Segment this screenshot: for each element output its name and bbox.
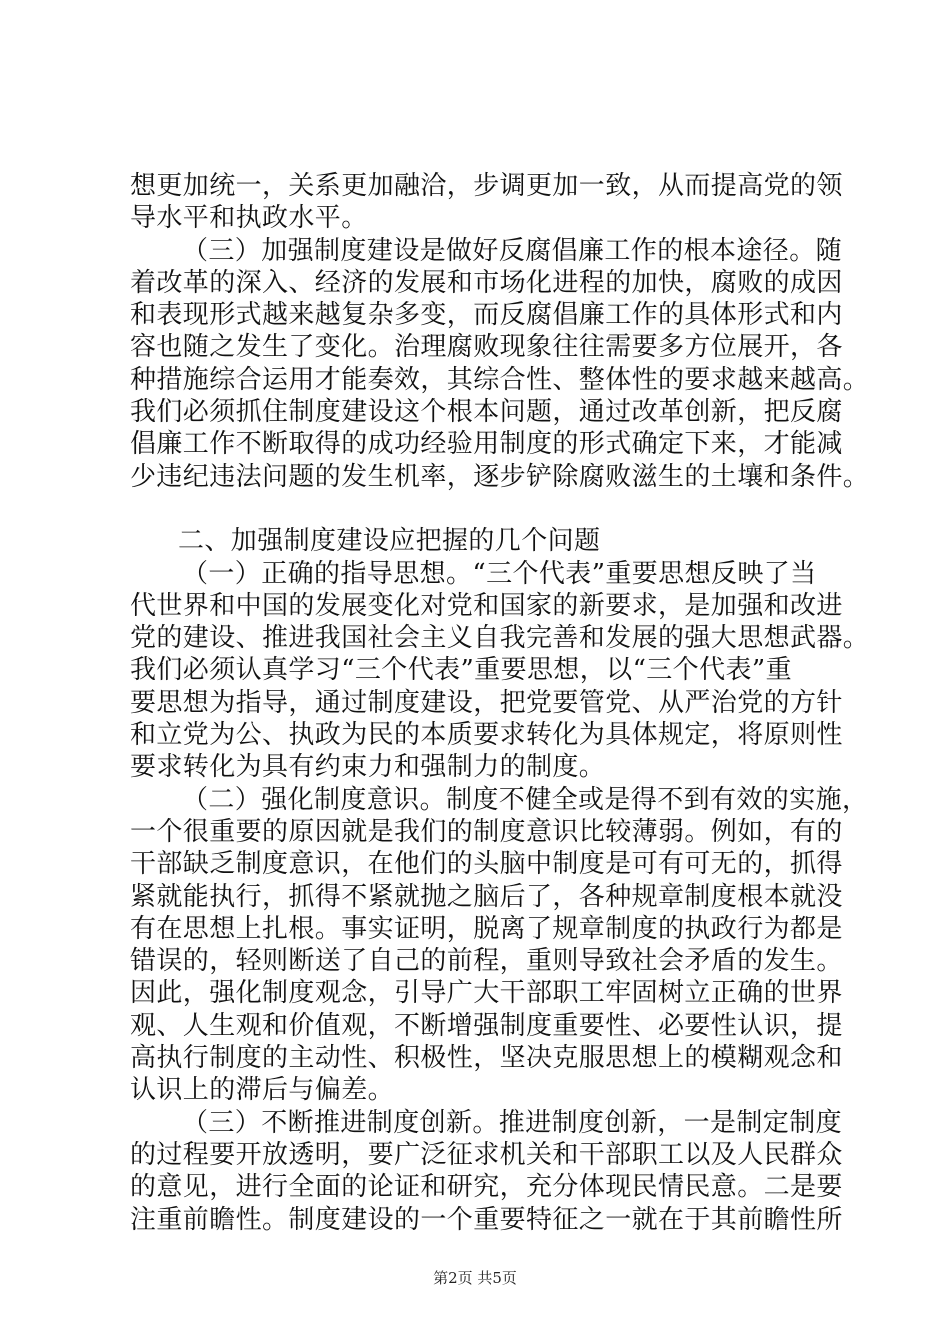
page-footer: 第2页 共5页 xyxy=(433,1269,517,1287)
text-line: 着改革的深入、经济的发展和市场化进程的加快，腐败的成因 xyxy=(130,267,843,298)
text-line: 有在思想上扎根。事实证明，脱离了规章制度的执政行为都是 xyxy=(130,913,843,944)
text-line: 和立党为公、执政为民的本质要求转化为具体规定，将原则性 xyxy=(130,720,843,751)
text-line: 高执行制度的主动性、积极性，坚决克服思想上的模糊观念和 xyxy=(130,1043,843,1074)
text-line: 和表现形式越来越复杂多变，而反腐倡廉工作的具体形式和内 xyxy=(130,300,843,331)
text-line: 容也随之发生了变化。治理腐败现象往往需要多方位展开，各 xyxy=(130,332,843,363)
text-line: 干部缺乏制度意识，在他们的头脑中制度是可有可无的，抓得 xyxy=(130,849,843,880)
text-line: 的意见，进行全面的论证和研究，充分体现民情民意。二是要 xyxy=(130,1172,843,1203)
text-line: 注重前瞻性。制度建设的一个重要特征之一就在于其前瞻性所 xyxy=(130,1204,843,1235)
text-line: （三）加强制度建设是做好反腐倡廉工作的根本途径。随 xyxy=(182,235,843,266)
text-line: （二）强化制度意识。制度不健全或是得不到有效的实施， xyxy=(182,784,869,815)
blank-line xyxy=(130,493,830,525)
text-line: （三）不断推进制度创新。推进制度创新，一是制定制度 xyxy=(182,1107,843,1138)
text-line: 认识上的滞后与偏差。 xyxy=(130,1075,395,1106)
text-line: 要求转化为具有约束力和强制力的制度。 xyxy=(130,752,606,783)
text-line: 代世界和中国的发展变化对党和国家的新要求，是加强和改进 xyxy=(130,590,843,621)
text-line: 少违纪违法问题的发生机率，逐步铲除腐败滋生的土壤和条件。 xyxy=(130,461,870,492)
text-line: 我们必须认真学习“三个代表”重要思想，以“三个代表”重 xyxy=(130,655,792,686)
text-line: 想更加统一，关系更加融洽，步调更加一致，从而提高党的领 xyxy=(130,171,843,201)
text-line: 导水平和执政水平。 xyxy=(130,203,368,234)
text-line: 的过程要开放透明，要广泛征求机关和干部职工以及人民群众 xyxy=(130,1139,843,1170)
text-line: 党的建设、推进我国社会主义自我完善和发展的强大思想武器。 xyxy=(130,623,870,654)
text-line: 观、人生观和价值观，不断增强制度重要性、必要性认识，提 xyxy=(130,1010,843,1041)
document-body xyxy=(130,170,870,1236)
text-line: 种措施综合运用才能奏效，其综合性、整体性的要求越来越高。 xyxy=(130,364,870,395)
section-heading: 二、加强制度建设应把握的几个问题 xyxy=(178,526,601,557)
text-line: 要思想为指导，通过制度建设，把党要管党、从严治党的方针 xyxy=(130,687,843,718)
text-line: 一个很重要的原因就是我们的制度意识比较薄弱。例如，有的 xyxy=(130,816,843,847)
text-line: （一）正确的指导思想。“三个代表”重要思想反映了当 xyxy=(182,558,817,589)
text-line: 倡廉工作不断取得的成功经验用制度的形式确定下来，才能减 xyxy=(130,429,843,460)
text-line: 因此，强化制度观念，引导广大干部职工牢固树立正确的世界 xyxy=(130,978,843,1009)
text-line: 错误的，轻则断送了自己的前程，重则导致社会矛盾的发生。 xyxy=(130,946,843,977)
text-line: 我们必须抓住制度建设这个根本问题，通过改革创新，把反腐 xyxy=(130,397,843,428)
text-line: 紧就能执行，抓得不紧就抛之脑后了，各种规章制度根本就没 xyxy=(130,881,843,912)
